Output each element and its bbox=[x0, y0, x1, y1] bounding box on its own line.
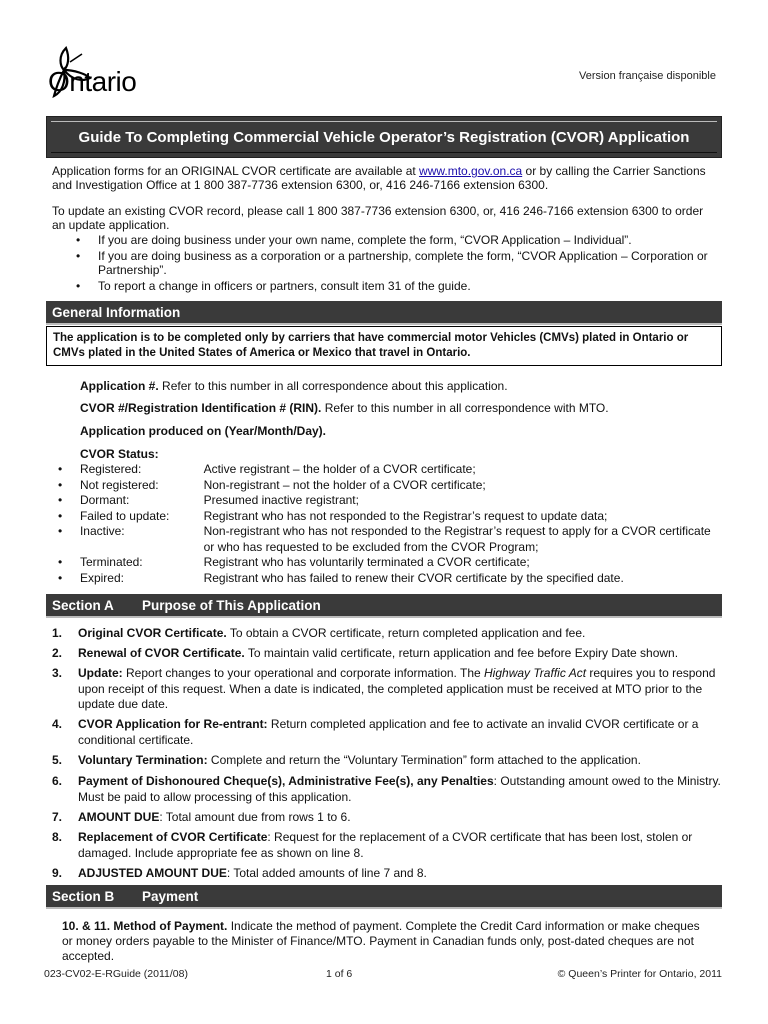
item-number: 7. bbox=[52, 810, 63, 824]
item-italic: Highway Traffic Act bbox=[484, 666, 587, 680]
list-item bbox=[52, 774, 722, 805]
item-label: Renewal of CVOR Certificate. bbox=[78, 646, 245, 660]
status-label: Inactive: bbox=[79, 524, 125, 538]
status-row: • Inactive: Non-registrant who has not responded to the Registrar’s request to apply for a CVOR certificate or who has requested to be excluded from the CVOR Program; bbox=[52, 524, 722, 555]
item-label: Payment of Dishonoured Cheque(s), Administrative Fee(s), any Penalties bbox=[78, 774, 494, 788]
status-label: Dormant: bbox=[79, 493, 130, 507]
item-number: 1. bbox=[52, 626, 63, 640]
status-row: • Not registered: Non-registrant – not the holder of a CVOR certificate; bbox=[52, 478, 722, 494]
item-label: Original CVOR Certificate. bbox=[78, 626, 227, 640]
list-item bbox=[52, 626, 722, 642]
rin-field bbox=[80, 401, 720, 415]
status-description: Registrant who has voluntarily terminated a CVOR certificate; bbox=[203, 555, 530, 569]
cvor-status-list bbox=[52, 462, 722, 586]
item-label: Voluntary Termination: bbox=[78, 753, 208, 767]
item-number: 5. bbox=[52, 753, 63, 767]
title-bar bbox=[46, 116, 722, 158]
section-a-tag: Section A bbox=[52, 598, 114, 613]
list-item bbox=[52, 866, 722, 882]
application-number-field bbox=[80, 379, 720, 393]
item-text: To maintain valid certificate, return application and fee before Expiry Date shown. bbox=[244, 646, 679, 660]
section-a-heading: Purpose of This Application bbox=[142, 598, 321, 613]
list-item bbox=[52, 753, 722, 769]
list-item bbox=[52, 666, 722, 713]
item-label: Update: bbox=[78, 666, 123, 680]
status-label: Terminated: bbox=[79, 555, 143, 569]
item-text: : Total added amounts of line 7 and 8. bbox=[226, 866, 427, 880]
intro-bullet: • If you are doing business as a corporation or a partnership, complete the form, “CVOR Application – Corporation or Partnership”. bbox=[72, 249, 712, 277]
form-id: 023-CV02-E-RGuide (2011/08) bbox=[44, 968, 188, 980]
rin-text: Refer to this number in all correspondence with MTO. bbox=[321, 401, 609, 415]
produced-on-label: Application produced on (Year/Month/Day). bbox=[80, 424, 327, 438]
item-number: 2. bbox=[52, 646, 63, 660]
item-label: AMOUNT DUE bbox=[78, 810, 160, 824]
intro-paragraph-2: To update an existing CVOR record, please call 1 800 387-7736 extension 6300, or, 416 246-7166 extension 6300 to order an update application. bbox=[52, 204, 704, 232]
item-text: Indicate the method of payment. Complete the Credit Card information or make cheques or money orders payable to the Minister of Finance/MTO. Payment in Canadian funds only, post-dated cheques are not accepted. bbox=[62, 919, 700, 963]
status-label: Expired: bbox=[79, 570, 124, 585]
french-version-note: Version française disponible bbox=[579, 70, 716, 82]
intro-paragraph-1 bbox=[52, 164, 712, 192]
item-number: 6. bbox=[52, 774, 63, 788]
status-description: Active registrant – the holder of a CVOR certificate; bbox=[203, 462, 476, 476]
eligibility-notice: The application is to be completed only by carriers that have commercial motor Vehicles (CMVs) plated in Ontario or CMVs plated in the United States of America or Mexico that travel in Ontario. bbox=[46, 326, 722, 366]
page-number: 1 of 6 bbox=[326, 968, 353, 980]
status-label: Registered: bbox=[79, 462, 142, 476]
application-number-label: Application #. bbox=[80, 379, 159, 393]
list-item bbox=[52, 830, 722, 861]
item-number: 4. bbox=[52, 717, 63, 731]
list-item bbox=[52, 646, 722, 662]
intro-bullet: • If you are doing business under your own name, complete the form, “CVOR Application – Individual”. bbox=[72, 233, 712, 247]
item-number: 8. bbox=[52, 830, 63, 844]
item-text: To obtain a CVOR certificate, return completed application and fee. bbox=[226, 626, 586, 640]
intro-text-a: Application forms for an ORIGINAL CVOR certificate are available at bbox=[52, 164, 420, 178]
item-text: : Request for the replacement of a CVOR certificate that has been lost, stolen or damaged. Include appropriate fee as shown on line 8. bbox=[78, 830, 693, 860]
status-row: • Registered: Active registrant – the holder of a CVOR certificate; bbox=[52, 462, 722, 478]
status-row: • Failed to update: Registrant who has not responded to the Registrar’s request to update data; bbox=[52, 509, 722, 525]
status-label: Failed to update: bbox=[79, 508, 170, 523]
section-a-heading-bar bbox=[46, 594, 722, 618]
item-text: Report changes to your operational and corporate information. The bbox=[122, 666, 485, 680]
intro-text-b: or by calling the Carrier Sanctions and Investigation Office at 1 800 387-7736 extension 6300, or, 416 246-7166 extension 6300. bbox=[52, 164, 706, 192]
mto-website-link[interactable]: www.mto.gov.on.ca bbox=[419, 164, 523, 178]
copyright: © Queen’s Printer for Ontario, 2011 bbox=[557, 968, 722, 980]
item-text: : Total amount due from rows 1 to 6. bbox=[159, 810, 351, 824]
status-description: Registrant who has failed to renew their CVOR certificate by the specified date. bbox=[203, 570, 624, 585]
intro-bullets bbox=[72, 233, 712, 295]
status-row: • Expired: Registrant who has failed to renew their CVOR certificate by the specified date. bbox=[52, 571, 722, 587]
section-b-heading-bar bbox=[46, 885, 722, 909]
status-label: Not registered: bbox=[79, 477, 159, 492]
method-of-payment-item bbox=[62, 919, 712, 964]
general-info-heading: General Information bbox=[52, 305, 181, 320]
status-description: Non-registrant who has not responded to the Registrar’s request to apply for a CVOR certificate or who has requested to be excluded from the CVOR Program; bbox=[203, 524, 711, 554]
item-label: 10. & 11. Method of Payment. bbox=[62, 919, 228, 933]
status-description: Presumed inactive registrant; bbox=[203, 493, 359, 507]
general-info-heading-bar bbox=[46, 301, 722, 325]
page-title: Guide To Completing Commercial Vehicle Operator’s Registration (CVOR) Application bbox=[78, 129, 690, 146]
item-label: Replacement of CVOR Certificate bbox=[78, 830, 268, 844]
item-text: requires you to respond upon receipt of this request. When a date is indicated, the completed application must be received at MTO prior to the update due date. bbox=[78, 666, 716, 711]
logo-wordmark: Ontario bbox=[48, 66, 137, 97]
section-b-heading: Payment bbox=[142, 889, 199, 904]
status-row: • Terminated: Registrant who has voluntarily terminated a CVOR certificate; bbox=[52, 555, 722, 571]
list-item bbox=[52, 717, 722, 748]
status-description: Non-registrant – not the holder of a CVOR certificate; bbox=[203, 477, 486, 492]
cvor-status-heading: CVOR Status: bbox=[80, 447, 159, 461]
item-text: Complete and return the “Voluntary Termination” form attached to the application. bbox=[207, 753, 641, 767]
status-row: • Dormant: Presumed inactive registrant; bbox=[52, 493, 722, 509]
produced-on-field bbox=[80, 424, 720, 438]
intro-bullet: • To report a change in officers or partners, consult item 31 of the guide. bbox=[72, 279, 712, 293]
section-b-tag: Section B bbox=[52, 889, 115, 904]
item-label: ADJUSTED AMOUNT DUE bbox=[78, 866, 227, 880]
item-text: : Outstanding amount owed to the Ministry. Must be paid to allow processing of this application. bbox=[78, 774, 721, 804]
status-description: Registrant who has not responded to the Registrar’s request to update data; bbox=[203, 508, 608, 523]
item-text: Return completed application and fee to activate an invalid CVOR certificate or a conditional certificate. bbox=[78, 717, 699, 747]
list-item bbox=[52, 810, 722, 826]
item-label: CVOR Application for Re-entrant: bbox=[78, 717, 268, 731]
application-number-text: Refer to this number in all correspondence about this application. bbox=[158, 379, 508, 393]
rin-label: CVOR #/Registration Identification # (RIN). bbox=[80, 401, 322, 415]
item-number: 9. bbox=[52, 866, 63, 880]
item-number: 3. bbox=[52, 666, 63, 680]
